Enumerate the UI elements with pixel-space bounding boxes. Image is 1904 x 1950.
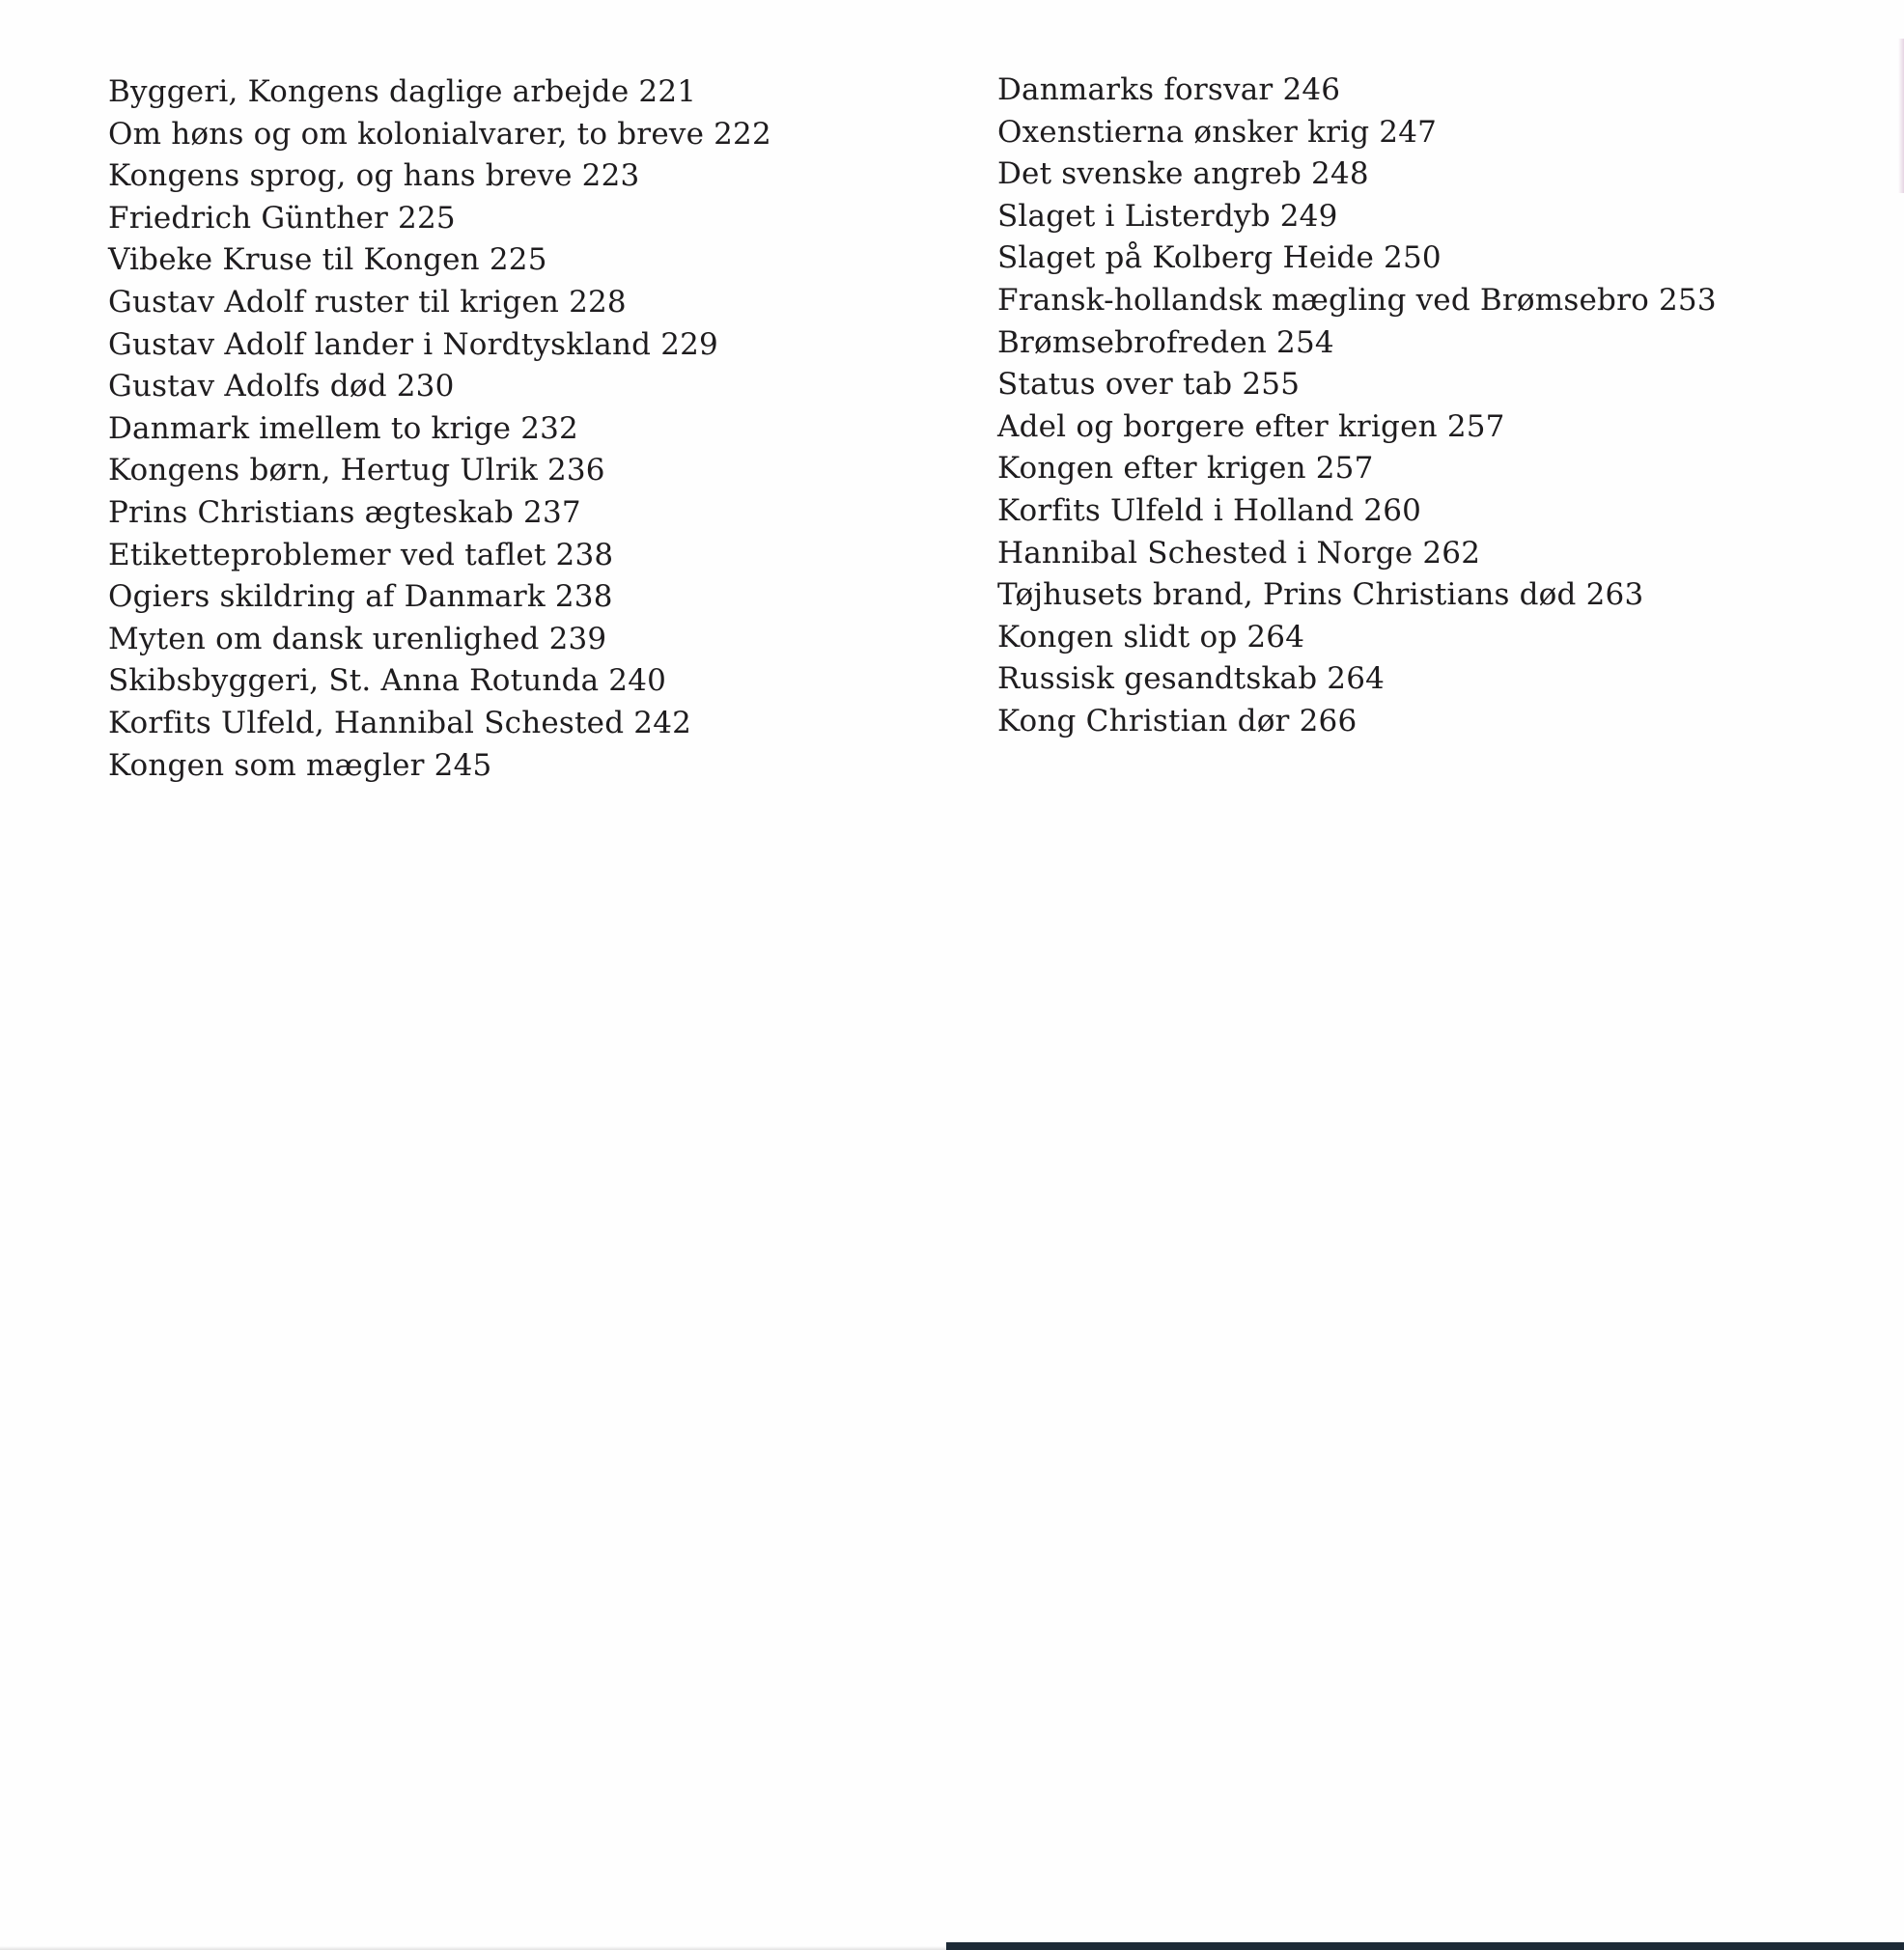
toc-entry bbox=[108, 535, 977, 577]
toc-entry-title: Gustav Adolf ruster til krigen bbox=[108, 284, 560, 320]
toc-entry-page: 264 bbox=[1327, 661, 1386, 697]
toc-entry-title: Det svenske angreb bbox=[997, 156, 1302, 192]
toc-entry bbox=[997, 574, 1866, 617]
toc-entry-title: Fransk-hollandsk mægling ved Brømsebro bbox=[997, 282, 1649, 318]
toc-entry bbox=[997, 196, 1866, 238]
toc-entry bbox=[997, 322, 1866, 365]
toc-entry-page: 221 bbox=[638, 74, 697, 109]
toc-left-column bbox=[108, 71, 977, 787]
toc-entry-page: 257 bbox=[1315, 451, 1374, 487]
toc-entry-title: Status over tab bbox=[997, 367, 1233, 403]
toc-entry-title: Skibsbyggeri, St. Anna Rotunda bbox=[108, 663, 600, 699]
toc-entry-title: Kongen som mægler bbox=[108, 747, 425, 783]
toc-entry-page: 249 bbox=[1279, 198, 1338, 234]
toc-entry-page: 237 bbox=[523, 494, 581, 530]
toc-entry bbox=[997, 280, 1866, 322]
toc-entry-title: Russisk gesandtskab bbox=[997, 661, 1318, 697]
toc-entry-page: 264 bbox=[1246, 619, 1305, 655]
toc-right-column bbox=[997, 70, 1866, 743]
toc-entry-title: Adel og borgere efter krigen bbox=[997, 408, 1438, 444]
toc-entry-page: 223 bbox=[581, 158, 640, 194]
toc-entry-title: Oxenstierna ønsker krig bbox=[997, 114, 1370, 150]
toc-entry-page: 253 bbox=[1658, 282, 1717, 318]
toc-entry bbox=[997, 406, 1866, 449]
toc-entry-title: Kongen efter krigen bbox=[997, 451, 1306, 487]
toc-entry-title: Brømsebrofreden bbox=[997, 324, 1268, 360]
toc-entry-page: 232 bbox=[520, 410, 578, 446]
toc-entry-page: 236 bbox=[546, 453, 605, 488]
toc-entry-page: 262 bbox=[1422, 535, 1481, 571]
toc-entry bbox=[997, 490, 1866, 533]
toc-entry bbox=[997, 448, 1866, 490]
toc-entry bbox=[997, 112, 1866, 154]
toc-entry-page: 238 bbox=[554, 579, 613, 615]
toc-entry bbox=[997, 153, 1866, 196]
toc-entry-page: 239 bbox=[548, 621, 607, 656]
toc-entry-title: Hannibal Schested i Norge bbox=[997, 535, 1414, 571]
toc-entry-title: Prins Christians ægteskab bbox=[108, 494, 515, 530]
toc-entry-title: Kongens børn, Hertug Ulrik bbox=[108, 453, 538, 488]
toc-entry bbox=[108, 366, 977, 408]
toc-entry bbox=[997, 658, 1866, 701]
background-edge bbox=[946, 1942, 1904, 1950]
toc-entry-page: 230 bbox=[396, 369, 455, 404]
toc-entry bbox=[108, 660, 977, 703]
toc-entry-page: 260 bbox=[1363, 492, 1422, 528]
toc-entry-page: 225 bbox=[489, 242, 547, 278]
toc-entry-title: Kongens sprog, og hans breve bbox=[108, 158, 573, 194]
toc-entry-page: 240 bbox=[608, 663, 667, 699]
toc-entry-title: Gustav Adolfs død bbox=[108, 369, 387, 404]
toc-entry-title: Om høns og om kolonialvarer, to breve bbox=[108, 116, 705, 152]
toc-entry-title: Kong Christian dør bbox=[997, 703, 1290, 738]
toc-entry bbox=[108, 71, 977, 114]
toc-entry-page: 250 bbox=[1384, 240, 1442, 276]
toc-entry-page: 229 bbox=[660, 326, 718, 362]
toc-entry bbox=[108, 745, 977, 788]
toc-entry-title: Gustav Adolf lander i Nordtyskland bbox=[108, 326, 652, 362]
toc-entry-title: Vibeke Kruse til Kongen bbox=[108, 242, 480, 278]
toc-entry-title: Slaget i Listerdyb bbox=[997, 198, 1271, 234]
toc-entry-page: 254 bbox=[1276, 324, 1334, 360]
toc-entry bbox=[108, 239, 977, 282]
toc-entry bbox=[108, 155, 977, 198]
toc-entry bbox=[997, 237, 1866, 280]
toc-entry-page: 228 bbox=[569, 284, 627, 320]
toc-entry-page: 245 bbox=[434, 747, 492, 783]
toc-entry-page: 247 bbox=[1379, 114, 1438, 150]
toc-entry-title: Korfits Ulfeld, Hannibal Schested bbox=[108, 705, 625, 740]
toc-entry-page: 263 bbox=[1585, 577, 1644, 613]
toc-entry-title: Danmark imellem to krige bbox=[108, 410, 512, 446]
toc-entry-title: Etiketteproblemer ved taflet bbox=[108, 537, 546, 572]
toc-entry bbox=[997, 533, 1866, 575]
toc-entry bbox=[108, 703, 977, 745]
toc-entry bbox=[108, 576, 977, 619]
toc-entry bbox=[997, 70, 1866, 112]
page-bottom-shadow bbox=[0, 1946, 946, 1950]
page-edge-shadow bbox=[1898, 39, 1904, 193]
toc-entry bbox=[108, 114, 977, 156]
toc-entry-page: 242 bbox=[633, 705, 692, 740]
toc-entry-title: Ogiers skildring af Danmark bbox=[108, 579, 546, 615]
toc-entry bbox=[108, 408, 977, 451]
toc-entry bbox=[997, 617, 1866, 659]
toc-entry-page: 266 bbox=[1299, 703, 1358, 738]
toc-entry-page: 248 bbox=[1311, 156, 1369, 192]
toc-entry-page: 246 bbox=[1282, 72, 1341, 107]
toc-entry-title: Tøjhusets brand, Prins Christians død bbox=[997, 577, 1577, 613]
toc-entry-page: 238 bbox=[555, 537, 614, 572]
toc-entry-title: Friedrich Günther bbox=[108, 200, 389, 236]
toc-entry bbox=[108, 619, 977, 661]
toc-entry bbox=[108, 282, 977, 324]
toc-entry-page: 222 bbox=[714, 116, 771, 152]
toc-entry-page: 225 bbox=[398, 200, 456, 236]
toc-entry-page: 255 bbox=[1242, 367, 1301, 403]
toc-entry bbox=[108, 324, 977, 367]
toc-entry-title: Byggeri, Kongens daglige arbejde bbox=[108, 74, 630, 109]
toc-entry-title: Slaget på Kolberg Heide bbox=[997, 240, 1375, 276]
toc-entry bbox=[997, 701, 1866, 743]
toc-entry bbox=[997, 364, 1866, 406]
toc-entry-title: Kongen slidt op bbox=[997, 619, 1238, 655]
toc-entry bbox=[108, 492, 977, 535]
toc-entry bbox=[108, 450, 977, 492]
toc-entry-title: Myten om dansk urenlighed bbox=[108, 621, 540, 656]
toc-entry-title: Danmarks forsvar bbox=[997, 72, 1274, 107]
toc-entry bbox=[108, 198, 977, 240]
toc-entry-page: 257 bbox=[1446, 408, 1505, 444]
toc-entry-title: Korfits Ulfeld i Holland bbox=[997, 492, 1355, 528]
